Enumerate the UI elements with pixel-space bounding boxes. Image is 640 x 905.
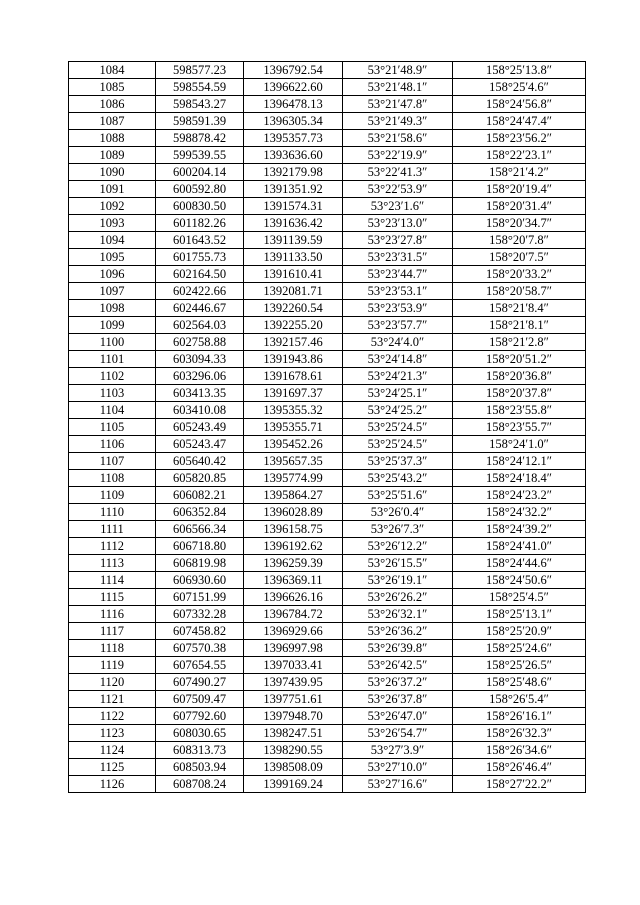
coordinates-table-body xyxy=(69,62,586,793)
longitude-cell: 158°20′37.8″ xyxy=(453,385,586,402)
longitude-cell: 158°25′4.6″ xyxy=(453,79,586,96)
point-number-cell: 1109 xyxy=(69,487,156,504)
table-row xyxy=(69,385,586,402)
point-number-cell: 1084 xyxy=(69,62,156,79)
latitude-cell: 53°26′26.2″ xyxy=(343,589,453,606)
longitude-cell: 158°20′31.4″ xyxy=(453,198,586,215)
y-coordinate-cell: 1396028.89 xyxy=(244,504,343,521)
y-coordinate-cell: 1396784.72 xyxy=(244,606,343,623)
x-coordinate-cell: 600204.14 xyxy=(156,164,244,181)
point-number-cell: 1085 xyxy=(69,79,156,96)
y-coordinate-cell: 1391678.61 xyxy=(244,368,343,385)
point-number-cell: 1111 xyxy=(69,521,156,538)
point-number-cell: 1087 xyxy=(69,113,156,130)
x-coordinate-cell: 607458.82 xyxy=(156,623,244,640)
longitude-cell: 158°26′16.1″ xyxy=(453,708,586,725)
point-number-cell: 1106 xyxy=(69,436,156,453)
point-number-cell: 1110 xyxy=(69,504,156,521)
longitude-cell: 158°23′55.8″ xyxy=(453,402,586,419)
point-number-cell: 1104 xyxy=(69,402,156,419)
longitude-cell: 158°25′13.1″ xyxy=(453,606,586,623)
y-coordinate-cell: 1397439.95 xyxy=(244,674,343,691)
y-coordinate-cell: 1396622.60 xyxy=(244,79,343,96)
x-coordinate-cell: 608503.94 xyxy=(156,759,244,776)
table-row xyxy=(69,674,586,691)
x-coordinate-cell: 599539.55 xyxy=(156,147,244,164)
latitude-cell: 53°26′39.8″ xyxy=(343,640,453,657)
y-coordinate-cell: 1391574.31 xyxy=(244,198,343,215)
longitude-cell: 158°24′18.4″ xyxy=(453,470,586,487)
latitude-cell: 53°22′19.9″ xyxy=(343,147,453,164)
x-coordinate-cell: 598543.27 xyxy=(156,96,244,113)
longitude-cell: 158°20′19.4″ xyxy=(453,181,586,198)
longitude-cell: 158°24′44.6″ xyxy=(453,555,586,572)
longitude-cell: 158°24′23.2″ xyxy=(453,487,586,504)
latitude-cell: 53°27′16.6″ xyxy=(343,776,453,793)
y-coordinate-cell: 1391610.41 xyxy=(244,266,343,283)
y-coordinate-cell: 1396997.98 xyxy=(244,640,343,657)
longitude-cell: 158°22′23.1″ xyxy=(453,147,586,164)
point-number-cell: 1117 xyxy=(69,623,156,640)
table-row xyxy=(69,113,586,130)
point-number-cell: 1094 xyxy=(69,232,156,249)
x-coordinate-cell: 603094.33 xyxy=(156,351,244,368)
x-coordinate-cell: 598577.23 xyxy=(156,62,244,79)
table-row xyxy=(69,691,586,708)
longitude-cell: 158°20′58.7″ xyxy=(453,283,586,300)
x-coordinate-cell: 605640.42 xyxy=(156,453,244,470)
point-number-cell: 1115 xyxy=(69,589,156,606)
latitude-cell: 53°21′49.3″ xyxy=(343,113,453,130)
y-coordinate-cell: 1395864.27 xyxy=(244,487,343,504)
point-number-cell: 1093 xyxy=(69,215,156,232)
x-coordinate-cell: 601182.26 xyxy=(156,215,244,232)
latitude-cell: 53°25′24.5″ xyxy=(343,419,453,436)
longitude-cell: 158°20′7.8″ xyxy=(453,232,586,249)
point-number-cell: 1090 xyxy=(69,164,156,181)
x-coordinate-cell: 607151.99 xyxy=(156,589,244,606)
coordinates-table xyxy=(68,61,586,793)
y-coordinate-cell: 1391943.86 xyxy=(244,351,343,368)
x-coordinate-cell: 606566.34 xyxy=(156,521,244,538)
x-coordinate-cell: 607792.60 xyxy=(156,708,244,725)
y-coordinate-cell: 1395355.71 xyxy=(244,419,343,436)
latitude-cell: 53°26′37.8″ xyxy=(343,691,453,708)
x-coordinate-cell: 605820.85 xyxy=(156,470,244,487)
y-coordinate-cell: 1398290.55 xyxy=(244,742,343,759)
latitude-cell: 53°26′42.5″ xyxy=(343,657,453,674)
y-coordinate-cell: 1392260.54 xyxy=(244,300,343,317)
latitude-cell: 53°22′41.3″ xyxy=(343,164,453,181)
y-coordinate-cell: 1395774.99 xyxy=(244,470,343,487)
longitude-cell: 158°24′41.0″ xyxy=(453,538,586,555)
table-row xyxy=(69,419,586,436)
x-coordinate-cell: 601643.52 xyxy=(156,232,244,249)
longitude-cell: 158°23′55.7″ xyxy=(453,419,586,436)
point-number-cell: 1123 xyxy=(69,725,156,742)
latitude-cell: 53°27′3.9″ xyxy=(343,742,453,759)
y-coordinate-cell: 1399169.24 xyxy=(244,776,343,793)
table-row xyxy=(69,725,586,742)
latitude-cell: 53°23′13.0″ xyxy=(343,215,453,232)
x-coordinate-cell: 603410.08 xyxy=(156,402,244,419)
x-coordinate-cell: 602564.03 xyxy=(156,317,244,334)
x-coordinate-cell: 608313.73 xyxy=(156,742,244,759)
latitude-cell: 53°27′10.0″ xyxy=(343,759,453,776)
table-row xyxy=(69,164,586,181)
x-coordinate-cell: 600830.50 xyxy=(156,198,244,215)
latitude-cell: 53°24′25.1″ xyxy=(343,385,453,402)
x-coordinate-cell: 600592.80 xyxy=(156,181,244,198)
longitude-cell: 158°25′4.5″ xyxy=(453,589,586,606)
point-number-cell: 1086 xyxy=(69,96,156,113)
longitude-cell: 158°21′4.2″ xyxy=(453,164,586,181)
y-coordinate-cell: 1396259.39 xyxy=(244,555,343,572)
longitude-cell: 158°24′1.0″ xyxy=(453,436,586,453)
table-row xyxy=(69,62,586,79)
table-row xyxy=(69,453,586,470)
longitude-cell: 158°24′56.8″ xyxy=(453,96,586,113)
y-coordinate-cell: 1391139.59 xyxy=(244,232,343,249)
table-row xyxy=(69,79,586,96)
longitude-cell: 158°21′2.8″ xyxy=(453,334,586,351)
point-number-cell: 1088 xyxy=(69,130,156,147)
table-row xyxy=(69,657,586,674)
point-number-cell: 1118 xyxy=(69,640,156,657)
latitude-cell: 53°23′44.7″ xyxy=(343,266,453,283)
point-number-cell: 1112 xyxy=(69,538,156,555)
latitude-cell: 53°24′21.3″ xyxy=(343,368,453,385)
point-number-cell: 1120 xyxy=(69,674,156,691)
y-coordinate-cell: 1392081.71 xyxy=(244,283,343,300)
table-row xyxy=(69,334,586,351)
latitude-cell: 53°25′43.2″ xyxy=(343,470,453,487)
table-row xyxy=(69,232,586,249)
point-number-cell: 1114 xyxy=(69,572,156,589)
point-number-cell: 1121 xyxy=(69,691,156,708)
longitude-cell: 158°26′5.4″ xyxy=(453,691,586,708)
table-row xyxy=(69,623,586,640)
latitude-cell: 53°25′51.6″ xyxy=(343,487,453,504)
y-coordinate-cell: 1391351.92 xyxy=(244,181,343,198)
table-row xyxy=(69,572,586,589)
table-row xyxy=(69,589,586,606)
longitude-cell: 158°25′48.6″ xyxy=(453,674,586,691)
point-number-cell: 1099 xyxy=(69,317,156,334)
point-number-cell: 1107 xyxy=(69,453,156,470)
point-number-cell: 1125 xyxy=(69,759,156,776)
table-row xyxy=(69,130,586,147)
latitude-cell: 53°21′48.9″ xyxy=(343,62,453,79)
longitude-cell: 158°24′39.2″ xyxy=(453,521,586,538)
latitude-cell: 53°26′15.5″ xyxy=(343,555,453,572)
x-coordinate-cell: 605243.49 xyxy=(156,419,244,436)
point-number-cell: 1103 xyxy=(69,385,156,402)
latitude-cell: 53°26′32.1″ xyxy=(343,606,453,623)
latitude-cell: 53°23′53.1″ xyxy=(343,283,453,300)
longitude-cell: 158°25′20.9″ xyxy=(453,623,586,640)
x-coordinate-cell: 598878.42 xyxy=(156,130,244,147)
longitude-cell: 158°25′26.5″ xyxy=(453,657,586,674)
point-number-cell: 1100 xyxy=(69,334,156,351)
x-coordinate-cell: 606082.21 xyxy=(156,487,244,504)
point-number-cell: 1122 xyxy=(69,708,156,725)
y-coordinate-cell: 1396192.62 xyxy=(244,538,343,555)
latitude-cell: 53°21′47.8″ xyxy=(343,96,453,113)
x-coordinate-cell: 602758.88 xyxy=(156,334,244,351)
y-coordinate-cell: 1397751.61 xyxy=(244,691,343,708)
y-coordinate-cell: 1396478.13 xyxy=(244,96,343,113)
y-coordinate-cell: 1398508.09 xyxy=(244,759,343,776)
x-coordinate-cell: 608030.65 xyxy=(156,725,244,742)
point-number-cell: 1097 xyxy=(69,283,156,300)
latitude-cell: 53°25′37.3″ xyxy=(343,453,453,470)
table-row xyxy=(69,147,586,164)
y-coordinate-cell: 1395355.32 xyxy=(244,402,343,419)
latitude-cell: 53°23′31.5″ xyxy=(343,249,453,266)
y-coordinate-cell: 1396158.75 xyxy=(244,521,343,538)
table-row xyxy=(69,300,586,317)
table-row xyxy=(69,436,586,453)
latitude-cell: 53°23′57.7″ xyxy=(343,317,453,334)
latitude-cell: 53°22′53.9″ xyxy=(343,181,453,198)
latitude-cell: 53°24′14.8″ xyxy=(343,351,453,368)
x-coordinate-cell: 602446.67 xyxy=(156,300,244,317)
point-number-cell: 1126 xyxy=(69,776,156,793)
x-coordinate-cell: 601755.73 xyxy=(156,249,244,266)
latitude-cell: 53°23′53.9″ xyxy=(343,300,453,317)
point-number-cell: 1096 xyxy=(69,266,156,283)
table-row xyxy=(69,776,586,793)
point-number-cell: 1108 xyxy=(69,470,156,487)
latitude-cell: 53°21′48.1″ xyxy=(343,79,453,96)
longitude-cell: 158°24′32.2″ xyxy=(453,504,586,521)
table-row xyxy=(69,351,586,368)
longitude-cell: 158°25′24.6″ xyxy=(453,640,586,657)
longitude-cell: 158°20′36.8″ xyxy=(453,368,586,385)
latitude-cell: 53°26′12.2″ xyxy=(343,538,453,555)
latitude-cell: 53°26′0.4″ xyxy=(343,504,453,521)
latitude-cell: 53°24′4.0″ xyxy=(343,334,453,351)
x-coordinate-cell: 602422.66 xyxy=(156,283,244,300)
point-number-cell: 1119 xyxy=(69,657,156,674)
y-coordinate-cell: 1395357.73 xyxy=(244,130,343,147)
point-number-cell: 1092 xyxy=(69,198,156,215)
y-coordinate-cell: 1391636.42 xyxy=(244,215,343,232)
y-coordinate-cell: 1395452.26 xyxy=(244,436,343,453)
point-number-cell: 1091 xyxy=(69,181,156,198)
x-coordinate-cell: 607570.38 xyxy=(156,640,244,657)
point-number-cell: 1089 xyxy=(69,147,156,164)
y-coordinate-cell: 1392255.20 xyxy=(244,317,343,334)
latitude-cell: 53°23′27.8″ xyxy=(343,232,453,249)
point-number-cell: 1095 xyxy=(69,249,156,266)
table-row xyxy=(69,181,586,198)
x-coordinate-cell: 606819.98 xyxy=(156,555,244,572)
table-row xyxy=(69,368,586,385)
table-row xyxy=(69,555,586,572)
table-row xyxy=(69,266,586,283)
y-coordinate-cell: 1393636.60 xyxy=(244,147,343,164)
latitude-cell: 53°25′24.5″ xyxy=(343,436,453,453)
y-coordinate-cell: 1397033.41 xyxy=(244,657,343,674)
point-number-cell: 1124 xyxy=(69,742,156,759)
table-row xyxy=(69,521,586,538)
y-coordinate-cell: 1392179.98 xyxy=(244,164,343,181)
table-row xyxy=(69,198,586,215)
longitude-cell: 158°20′34.7″ xyxy=(453,215,586,232)
x-coordinate-cell: 606718.80 xyxy=(156,538,244,555)
latitude-cell: 53°26′7.3″ xyxy=(343,521,453,538)
x-coordinate-cell: 607654.55 xyxy=(156,657,244,674)
table-row xyxy=(69,538,586,555)
y-coordinate-cell: 1397948.70 xyxy=(244,708,343,725)
longitude-cell: 158°24′50.6″ xyxy=(453,572,586,589)
point-number-cell: 1098 xyxy=(69,300,156,317)
table-row xyxy=(69,708,586,725)
y-coordinate-cell: 1396369.11 xyxy=(244,572,343,589)
table-row xyxy=(69,317,586,334)
x-coordinate-cell: 603413.35 xyxy=(156,385,244,402)
x-coordinate-cell: 607332.28 xyxy=(156,606,244,623)
table-row xyxy=(69,759,586,776)
latitude-cell: 53°26′47.0″ xyxy=(343,708,453,725)
point-number-cell: 1102 xyxy=(69,368,156,385)
latitude-cell: 53°24′25.2″ xyxy=(343,402,453,419)
table-row xyxy=(69,402,586,419)
longitude-cell: 158°21′8.4″ xyxy=(453,300,586,317)
latitude-cell: 53°21′58.6″ xyxy=(343,130,453,147)
table-row xyxy=(69,470,586,487)
table-row xyxy=(69,215,586,232)
longitude-cell: 158°20′51.2″ xyxy=(453,351,586,368)
point-number-cell: 1105 xyxy=(69,419,156,436)
table-row xyxy=(69,283,586,300)
x-coordinate-cell: 608708.24 xyxy=(156,776,244,793)
longitude-cell: 158°27′22.2″ xyxy=(453,776,586,793)
table-row xyxy=(69,249,586,266)
table-row xyxy=(69,487,586,504)
longitude-cell: 158°26′34.6″ xyxy=(453,742,586,759)
y-coordinate-cell: 1391697.37 xyxy=(244,385,343,402)
latitude-cell: 53°26′36.2″ xyxy=(343,623,453,640)
x-coordinate-cell: 598591.39 xyxy=(156,113,244,130)
y-coordinate-cell: 1396626.16 xyxy=(244,589,343,606)
x-coordinate-cell: 605243.47 xyxy=(156,436,244,453)
latitude-cell: 53°23′1.6″ xyxy=(343,198,453,215)
longitude-cell: 158°26′32.3″ xyxy=(453,725,586,742)
x-coordinate-cell: 606352.84 xyxy=(156,504,244,521)
y-coordinate-cell: 1391133.50 xyxy=(244,249,343,266)
latitude-cell: 53°26′19.1″ xyxy=(343,572,453,589)
y-coordinate-cell: 1398247.51 xyxy=(244,725,343,742)
y-coordinate-cell: 1396929.66 xyxy=(244,623,343,640)
table-row xyxy=(69,606,586,623)
table-row xyxy=(69,504,586,521)
point-number-cell: 1101 xyxy=(69,351,156,368)
longitude-cell: 158°21′8.1″ xyxy=(453,317,586,334)
y-coordinate-cell: 1396305.34 xyxy=(244,113,343,130)
y-coordinate-cell: 1395657.35 xyxy=(244,453,343,470)
y-coordinate-cell: 1396792.54 xyxy=(244,62,343,79)
point-number-cell: 1116 xyxy=(69,606,156,623)
x-coordinate-cell: 598554.59 xyxy=(156,79,244,96)
longitude-cell: 158°25′13.8″ xyxy=(453,62,586,79)
x-coordinate-cell: 606930.60 xyxy=(156,572,244,589)
table-row xyxy=(69,742,586,759)
latitude-cell: 53°26′37.2″ xyxy=(343,674,453,691)
table-row xyxy=(69,96,586,113)
longitude-cell: 158°23′56.2″ xyxy=(453,130,586,147)
longitude-cell: 158°24′47.4″ xyxy=(453,113,586,130)
x-coordinate-cell: 602164.50 xyxy=(156,266,244,283)
point-number-cell: 1113 xyxy=(69,555,156,572)
x-coordinate-cell: 607509.47 xyxy=(156,691,244,708)
longitude-cell: 158°26′46.4″ xyxy=(453,759,586,776)
y-coordinate-cell: 1392157.46 xyxy=(244,334,343,351)
longitude-cell: 158°20′33.2″ xyxy=(453,266,586,283)
table-row xyxy=(69,640,586,657)
latitude-cell: 53°26′54.7″ xyxy=(343,725,453,742)
x-coordinate-cell: 607490.27 xyxy=(156,674,244,691)
longitude-cell: 158°24′12.1″ xyxy=(453,453,586,470)
x-coordinate-cell: 603296.06 xyxy=(156,368,244,385)
longitude-cell: 158°20′7.5″ xyxy=(453,249,586,266)
